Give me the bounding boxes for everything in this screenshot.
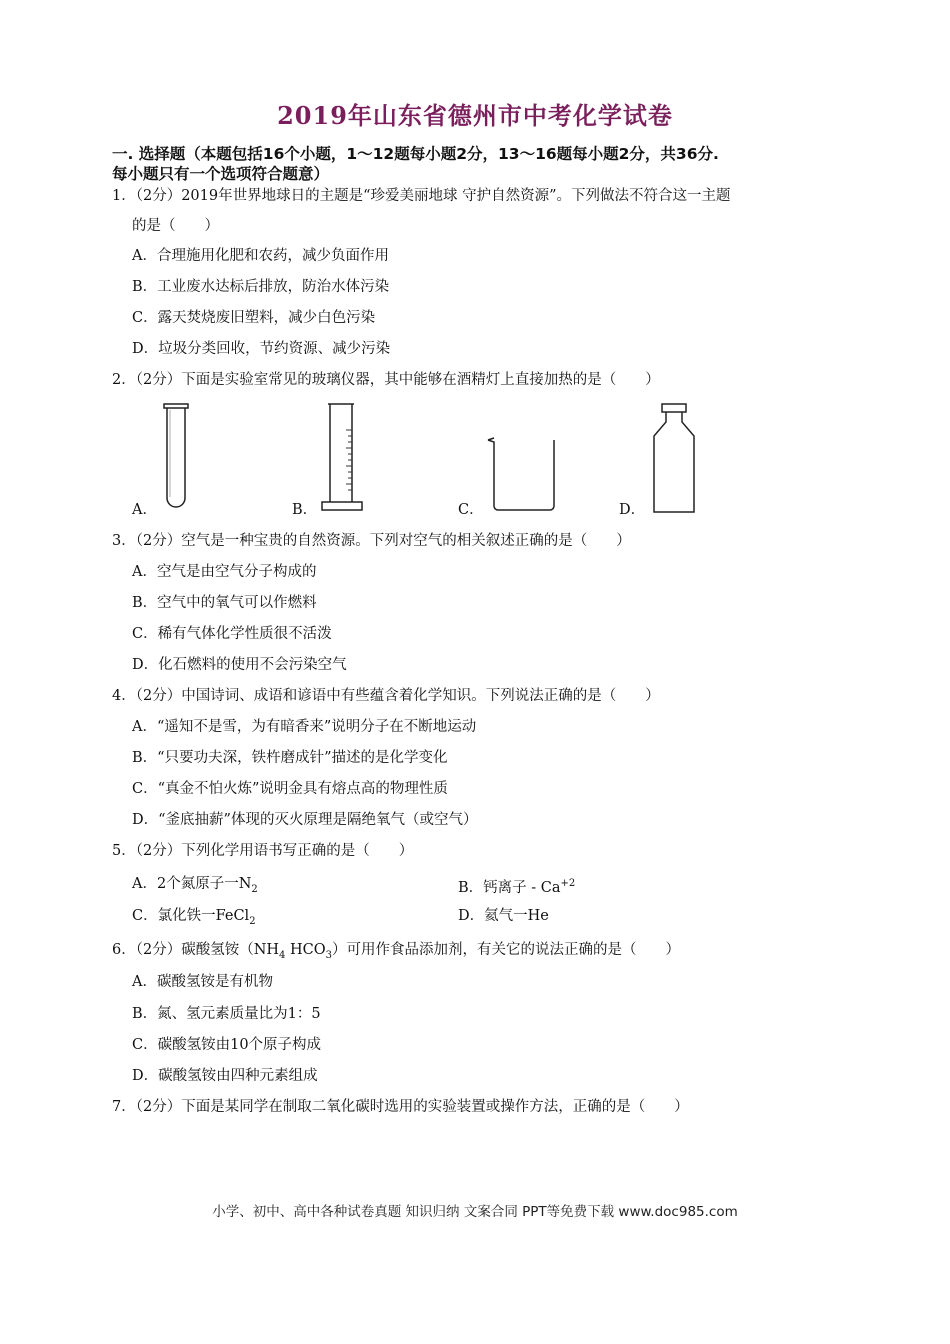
q1-stem-cont: 的是（ ） — [132, 218, 219, 234]
q5-option-d: D．氦气一He — [458, 908, 549, 924]
q3-stem: 3．（2分）空气是一种宝贵的自然资源。下列对空气的相关叙述正确的是（ ） — [112, 533, 631, 549]
q1-option-c: C．露天焚烧废旧塑料，减少白色污染 — [132, 310, 376, 326]
q4-option-c: C．“真金不怕火炼”说明金具有熔点高的物理性质 — [132, 781, 448, 797]
graduated-cylinder-icon — [318, 402, 366, 514]
q5-option-a-subscript: 2 — [251, 883, 258, 895]
q5-stem: 5．（2分）下列化学用语书写正确的是（ ） — [112, 843, 414, 859]
q2-label-b: B． — [292, 502, 318, 518]
q2-label-c: C． — [458, 502, 484, 518]
q1-option-a: A．合理施用化肥和农药，减少负面作用 — [132, 248, 389, 264]
q6-option-d: D．碳酸氢铵由四种元素组成 — [132, 1068, 318, 1084]
section-heading-line2: 每小题只有一个选项符合题意） — [112, 165, 330, 183]
q4-option-a: A．“遥知不是雪，为有暗香来”说明分子在不断地运动 — [132, 719, 477, 735]
section-heading-line1: 一. 选择题（本题包括16个小题，1～12题每小题2分，13～16题每小题2分，共36分. — [112, 145, 719, 163]
q5-option-b-superscript: +2 — [560, 878, 576, 889]
q6-option-b: B．氮、氢元素质量比为1：5 — [132, 1006, 321, 1022]
q7-stem: 7．（2分）下面是某同学在制取二氧化碳时选用的实验装置或操作方法，正确的是（ ） — [112, 1099, 689, 1115]
q6-stem: 6．（2分）碳酸氢铵（$NH_4$ $HCO_3$）可用作食品添加剂，有关它的说法正确的是（ ） — [112, 942, 681, 961]
q5-option-b: B．钙离子 - $Ca^{+2}$ — [458, 878, 576, 896]
q6-option-c: C．碳酸氢铵由10个原子构成 — [132, 1037, 322, 1053]
q2-label-d: D． — [619, 502, 646, 518]
q3-option-d: D．化石燃料的使用不会污染空气 — [132, 657, 347, 673]
footer: 小学、初中、高中各种试卷真题 知识归纳 文案合同 PPT等免费下载 www.doc985.com — [212, 1204, 738, 1220]
beaker-icon — [486, 432, 562, 514]
q3-option-b: B．空气中的氧气可以作燃料 — [132, 595, 317, 611]
q5-option-c-subscript: 2 — [249, 915, 256, 927]
q5-option-c: C．氯化铁一FeCl$_2$ — [132, 908, 256, 927]
q1-stem: 1．（2分）2019年世界地球日的主题是“珍爱美丽地球 守护自然资源”。下列做法不符合这一主题 — [112, 188, 731, 204]
q1-option-d: D．垃圾分类回收，节约资源、减少污染 — [132, 341, 391, 357]
q2-label-a: A． — [132, 502, 157, 518]
q4-option-b: B．“只要功夫深，铁杵磨成针”描述的是化学变化 — [132, 750, 448, 766]
q1-option-b: B．工业废水达标后排放，防治水体污染 — [132, 279, 390, 295]
reagent-bottle-icon — [648, 402, 700, 514]
page-title: 2019年山东省德州市中考化学试卷 — [277, 101, 673, 130]
q4-option-d: D．“釜底抽薪”体现的灭火原理是隔绝氧气（或空气） — [132, 812, 478, 828]
q5-option-a: A．2个氮原子一$N_2$ — [132, 876, 258, 895]
section-heading — [112, 144, 892, 184]
q6-option-a: A．碳酸氢铵是有机物 — [132, 974, 273, 990]
q3-option-a: A．空气是由空气分子构成的 — [132, 564, 317, 580]
q3-option-c: C．稀有气体化学性质很不活泼 — [132, 626, 332, 642]
q2-stem: 2．（2分）下面是实验室常见的玻璃仪器，其中能够在酒精灯上直接加热的是（ ） — [112, 372, 660, 388]
test-tube-icon — [160, 402, 192, 514]
q4-stem: 4．（2分）中国诗词、成语和谚语中有些蕴含着化学知识。下列说法正确的是（ ） — [112, 688, 660, 704]
